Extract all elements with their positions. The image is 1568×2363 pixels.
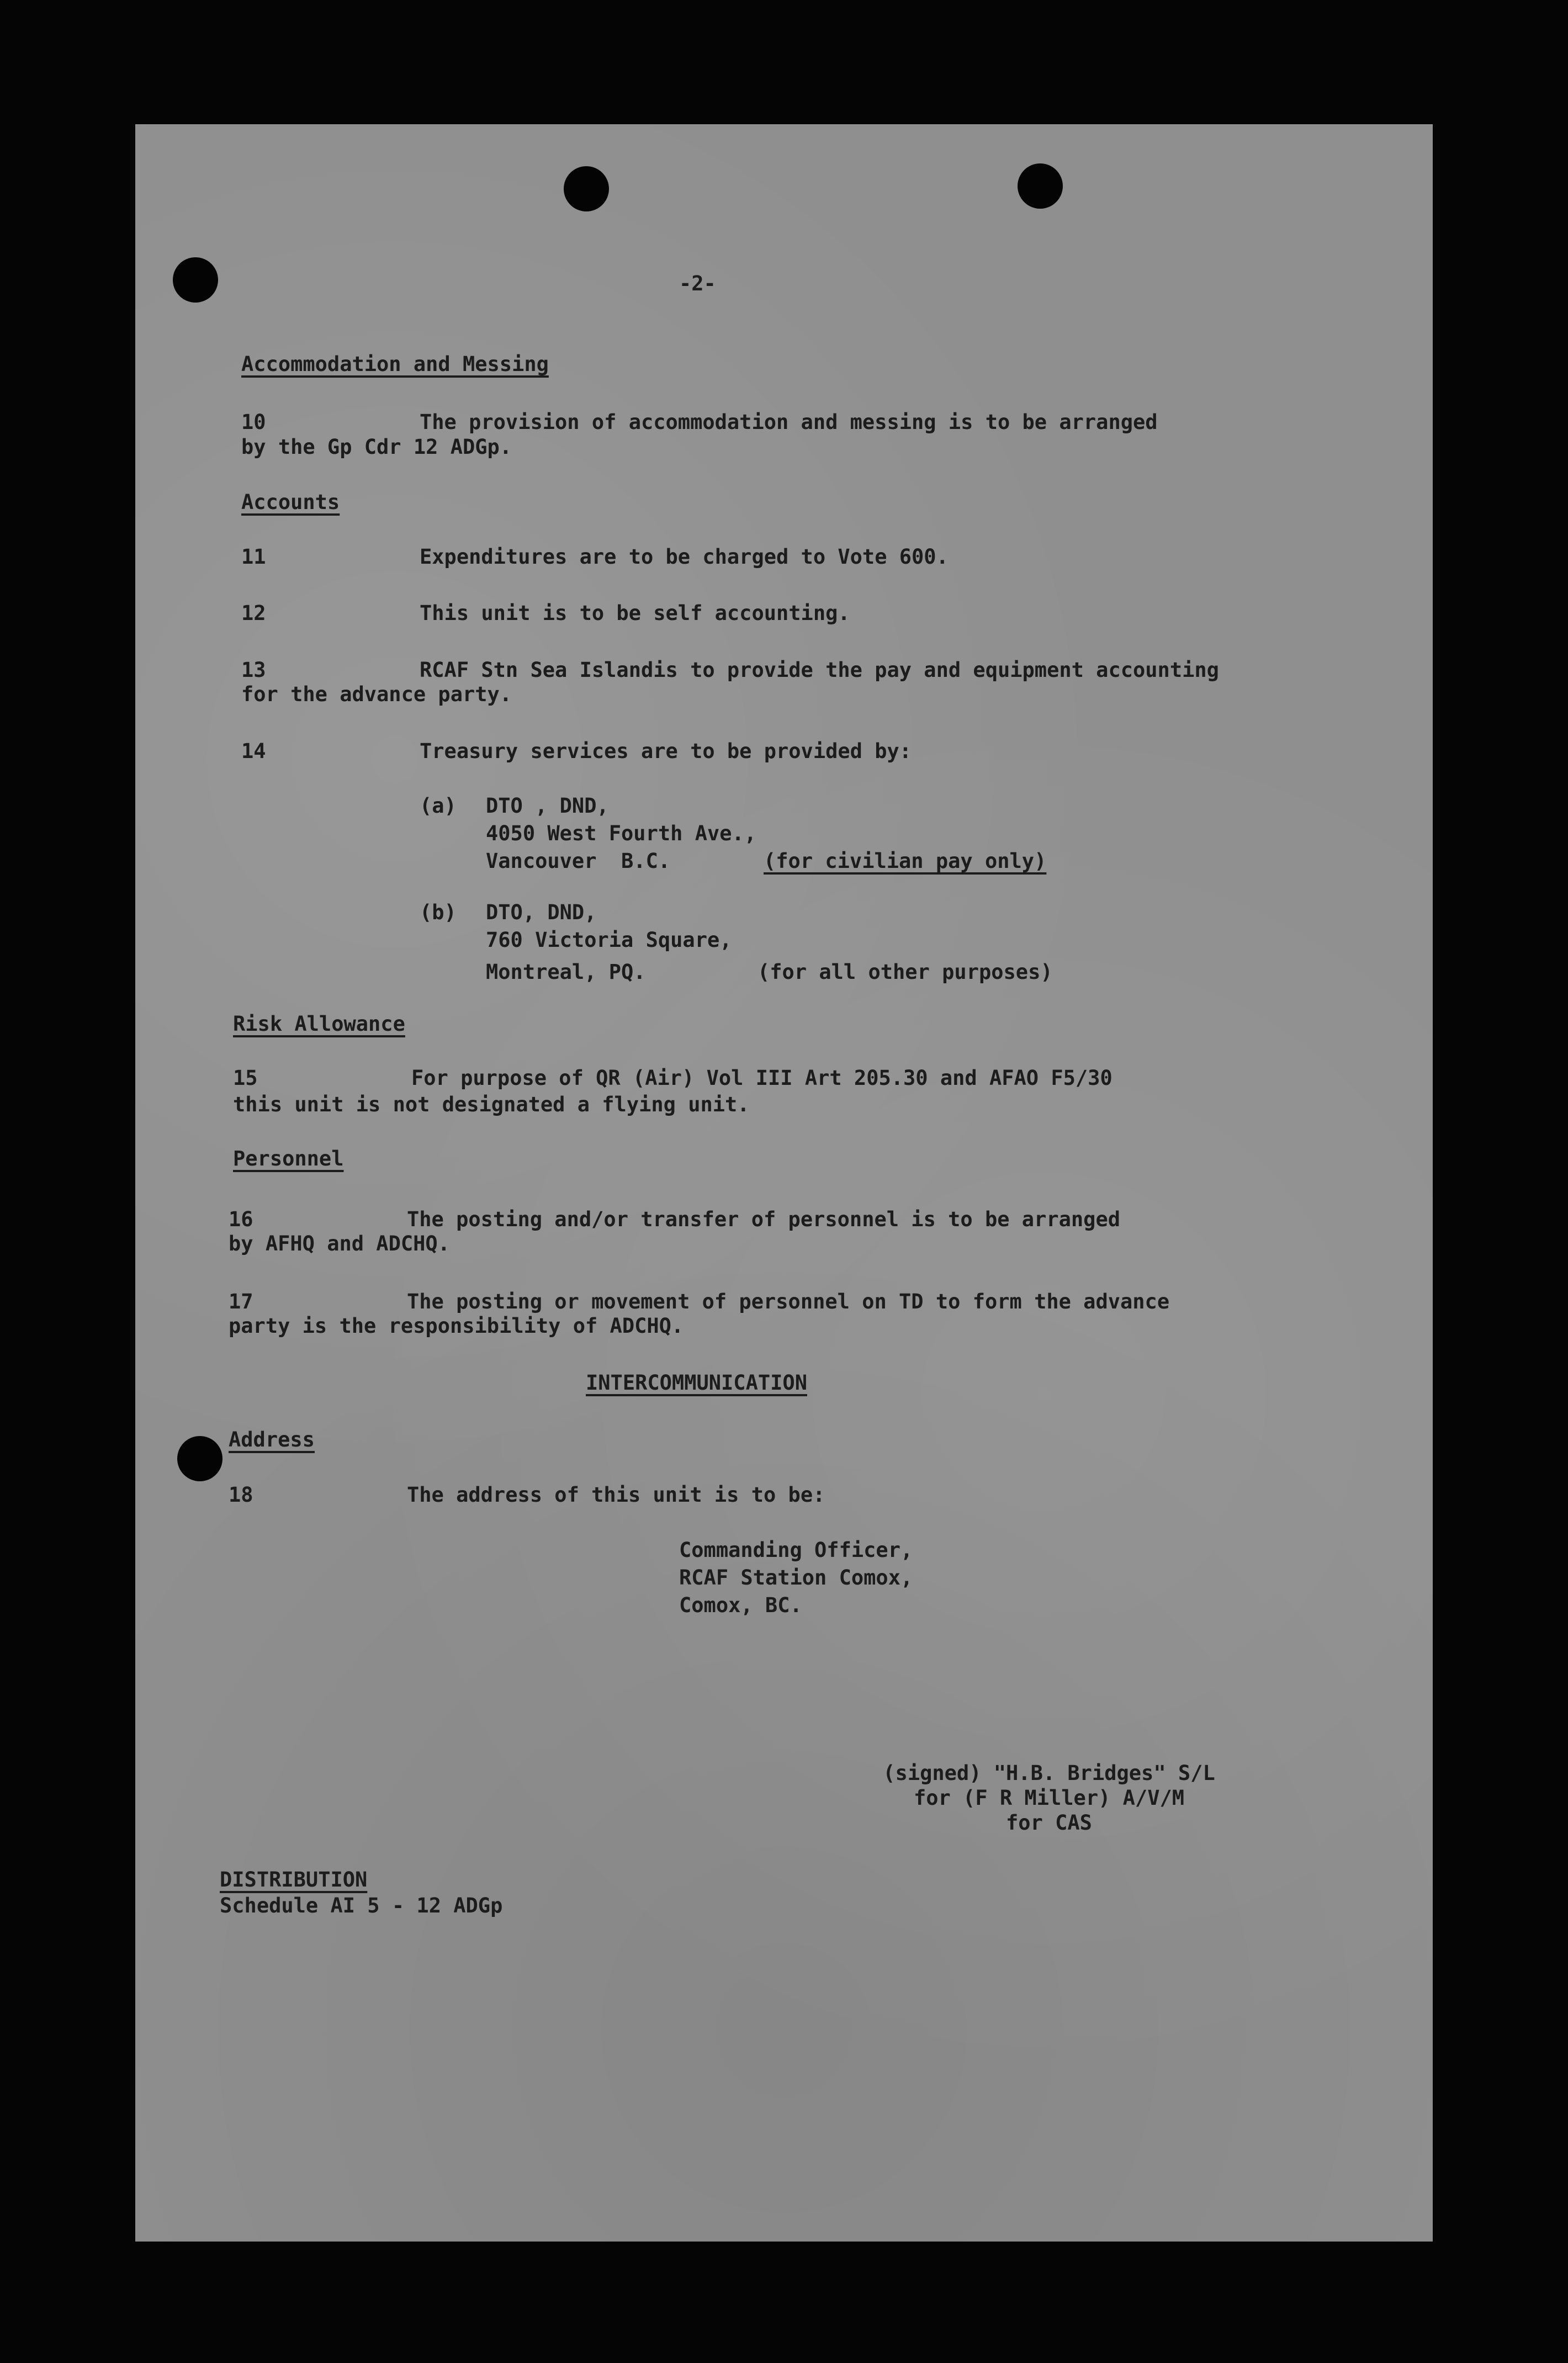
unit-address-line: Commanding Officer, <box>679 1538 913 1562</box>
punch-hole <box>173 257 218 303</box>
section-heading-risk-allowance: Risk Allowance <box>233 1012 405 1036</box>
section-heading-address: Address <box>229 1428 315 1451</box>
treasury-option-label: (b) <box>420 900 457 924</box>
paragraph-number: 12 <box>241 601 266 625</box>
section-heading-personnel: Personnel <box>233 1147 344 1170</box>
unit-address-line: RCAF Station Comox, <box>679 1566 913 1590</box>
punch-hole <box>564 166 609 211</box>
signature-line: for (F R Miller) A/V/M <box>913 1786 1185 1810</box>
punch-hole <box>177 1436 223 1481</box>
section-heading-accounts: Accounts <box>241 490 340 514</box>
paragraph-16-text: The posting and/or transfer of personnel is to be arranged <box>407 1207 1121 1231</box>
paragraph-15-text: this unit is not designated a flying unit. <box>233 1093 750 1116</box>
paragraph-number: 16 <box>229 1207 253 1231</box>
paragraph-number: 10 <box>241 410 266 434</box>
paragraph-15-text: For purpose of QR (Air) Vol III Art 205.30 and AFAO F5/30 <box>411 1066 1113 1090</box>
treasury-note: (for civilian pay only) <box>764 849 1047 873</box>
paragraph-number: 11 <box>241 545 266 569</box>
distribution-line: Schedule AI 5 - 12 ADGp <box>220 1894 503 1917</box>
treasury-address-line: Vancouver B.C. <box>486 849 671 873</box>
treasury-address-line: Montreal, PQ. <box>486 960 646 984</box>
treasury-note: (for all other purposes) <box>757 960 1053 984</box>
paragraph-number: 17 <box>229 1290 253 1313</box>
paragraph-11-text: Expenditures are to be charged to Vote 600. <box>420 545 949 569</box>
section-heading-accommodation: Accommodation and Messing <box>241 352 549 376</box>
treasury-option-label: (a) <box>420 794 457 818</box>
treasury-address-line: 4050 West Fourth Ave., <box>486 822 757 845</box>
paragraph-10-text: by the Gp Cdr 12 ADGp. <box>241 435 512 459</box>
paragraph-16-text: by AFHQ and ADCHQ. <box>229 1232 450 1255</box>
treasury-address-line: DTO, DND, <box>486 900 597 924</box>
page-number: -2- <box>679 272 716 295</box>
paragraph-13-text: for the advance party. <box>241 682 512 706</box>
paragraph-number: 13 <box>241 658 266 682</box>
paragraph-12-text: This unit is to be self accounting. <box>420 601 850 625</box>
distribution-heading: DISTRIBUTION <box>220 1868 368 1892</box>
treasury-address-line: DTO , DND, <box>486 794 609 818</box>
paragraph-number: 18 <box>229 1483 253 1507</box>
treasury-address-line: 760 Victoria Square, <box>486 928 732 952</box>
paragraph-number: 15 <box>233 1066 258 1090</box>
signature-line: for CAS <box>1006 1811 1092 1835</box>
paragraph-14-text: Treasury services are to be provided by: <box>420 739 912 763</box>
paragraph-10-text: The provision of accommodation and messing is to be arranged <box>420 410 1158 434</box>
punch-hole <box>1018 163 1063 209</box>
paragraph-17-text: party is the responsibility of ADCHQ. <box>229 1314 684 1338</box>
paragraph-18-text: The address of this unit is to be: <box>407 1483 825 1507</box>
paragraph-17-text: The posting or movement of personnel on TD to form the advance <box>407 1290 1170 1313</box>
section-heading-intercommunication: INTERCOMMUNICATION <box>586 1371 807 1395</box>
unit-address-line: Comox, BC. <box>679 1593 802 1617</box>
paragraph-number: 14 <box>241 739 266 763</box>
signature-line: (signed) "H.B. Bridges" S/L <box>883 1761 1215 1785</box>
paragraph-13-text: RCAF Stn Sea Islandis to provide the pay and equipment accounting <box>420 658 1219 682</box>
